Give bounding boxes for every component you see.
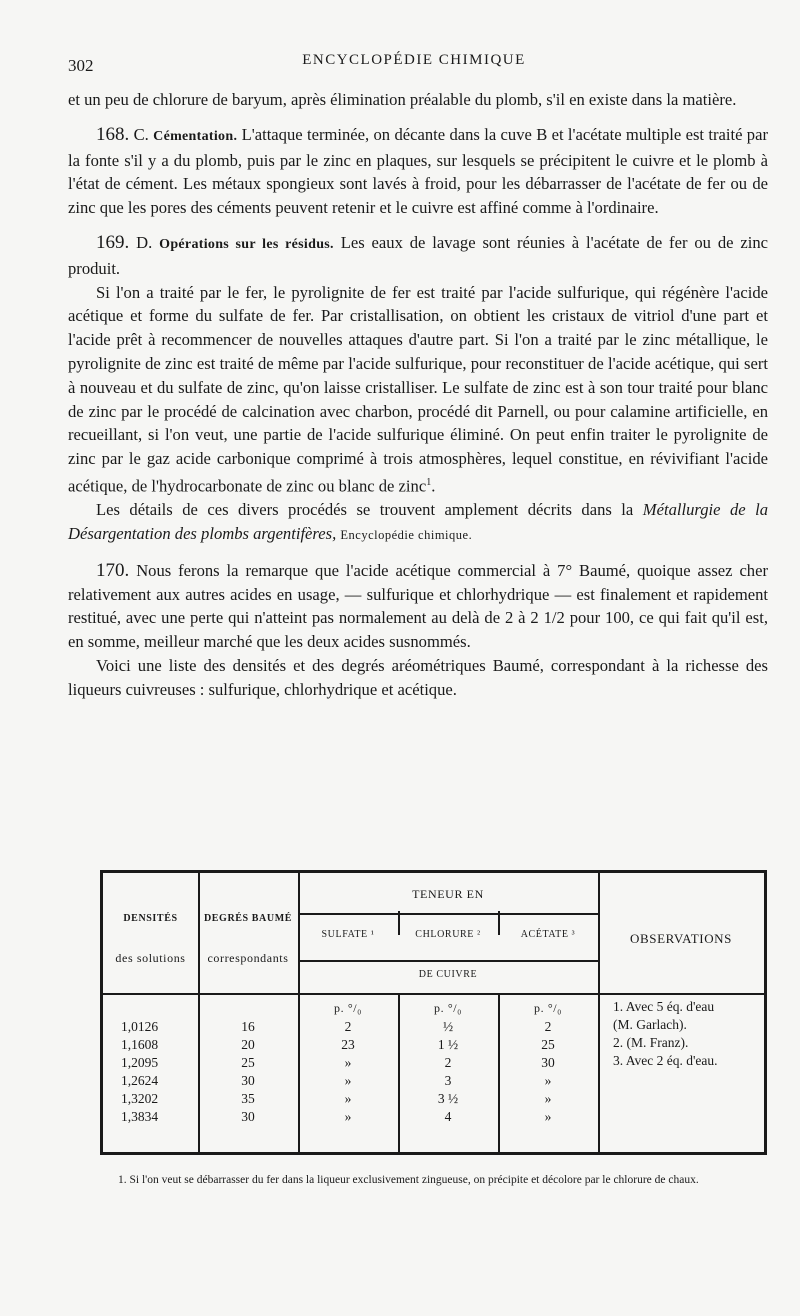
section-170 <box>68 559 768 654</box>
table-cell: ½ <box>442 1019 454 1034</box>
header-teneur: TENEUR EN <box>412 887 484 901</box>
header-rule <box>103 993 764 995</box>
table-cell: » <box>344 1073 352 1088</box>
table-cell: 16 <box>241 1019 255 1034</box>
page-header <box>68 52 760 80</box>
table-cell: 3 <box>444 1073 452 1088</box>
paragraph-text: Si l'on a traité par le fer, le pyrolignite de fer est traité par l'acide sulfurique, qui régénère l'acide acétique et forme du sulfate de fer. Par cristallisation, on obtient les cristaux de vitriol d'une part et l'acide prêt à recommencer de nouvelles attaques d'autre part. Si l'on a traité par le zinc métallique, le pyrolignite de zinc est traité de même par l'acide sulfurique, pour reconstituer de l'acide acétique, qui sert à nouveau et du sulfate de zinc, qu'on laisse cristalliser. Le sulfate de zinc est à son tour traité pour blanc de zinc par le procédé de calcination avec charbon, procédé dit Parnell, ou pour calamine artificielle, en recueillant, si l'on veut, une partie de l'acide sulfurique éliminé. On peut enfin traiter le pyrolignite de zinc par le gaz acide carbonique comprimé à trois atmosphères, lequel constitue, en révivifiant l'acide acétique, de l'hydrocarbonate de zinc ou blanc de zinc <box>68 282 768 496</box>
header-degres: DEGRÉS BAUMÉ <box>203 913 293 924</box>
section-number: 169. <box>96 231 130 253</box>
table-cell: 2 <box>544 1019 552 1034</box>
column-observations <box>613 998 763 1070</box>
section-168 <box>68 123 768 220</box>
column-rule <box>498 911 500 935</box>
table-cell: 25 <box>241 1055 255 1070</box>
table-cell: 30 <box>541 1055 555 1070</box>
table-cell: » <box>344 1109 352 1124</box>
section-title: Cémentation. <box>153 128 238 144</box>
footnote-text: 1. Si l'on veut se débarrasser du fer dans la liqueur exclusivement zingueuse, on précipite et décolore par le chlorure de chaux. <box>118 1174 699 1186</box>
section-letter: C. <box>133 124 149 144</box>
row-rule <box>298 913 598 915</box>
section-number: 168. <box>96 123 130 145</box>
observation-note: (M. Garlach). <box>613 1017 687 1032</box>
running-title: ENCYCLOPÉDIE CHIMIQUE <box>302 52 526 68</box>
header-observations: OBSERVATIONS <box>630 931 732 946</box>
table-cell: 1,3202 <box>121 1091 159 1106</box>
table-cell: 30 <box>241 1109 255 1124</box>
table-cell: 1,1608 <box>121 1037 159 1052</box>
observation-note: 3. Avec 2 éq. d'eau. <box>613 1053 718 1068</box>
publication-name: Encyclopédie chimique. <box>340 528 473 543</box>
row-rule <box>298 960 598 962</box>
header-densites-sub: des solutions <box>115 951 186 965</box>
header-densites: DENSITÉS <box>123 913 178 924</box>
section-title: Opérations sur les résidus. <box>159 236 334 252</box>
paragraph: Si l'on a traité par le fer, le pyrolignite de fer est traité par l'acide sulfurique, qui régénère l'acide acétique et forme du sulfate de fer. Par cristallisation, on obtient les cristaux de vitriol d'une part et l'acide prêt à recommencer de nouvelles attaques d'autre part. Si l'on a traité par le zinc métallique, le pyrolignite de zinc est traité de même par l'acide sulfurique, pour reconstituer de l'acide acétique, qui sert à nouveau et du sulfate de zinc, qu'on laisse cristalliser. Le sulfate de zinc est à son tour traité pour blanc de zinc par le procédé de calcination avec charbon, procédé dit Parnell, ou pour calamine artificielle, en recueillant, si l'on veut, une partie de l'acide sulfurique éliminé. On peut enfin traiter le pyrolignite de zinc par le gaz acide carbonique comprimé à trois atmosphères, lequel constitue, en révivifiant l'acide acétique, de l'hydrocarbonate de zinc ou blanc de zinc$^1$. <box>68 282 768 496</box>
table-cell: » <box>544 1109 552 1124</box>
section-text: Les eaux de lavage sont réunies à l'acétate de fer ou de zinc produit. <box>68 232 768 278</box>
body-text <box>68 88 768 702</box>
table-cell: » <box>544 1073 552 1088</box>
table-cell: 1,3834 <box>121 1109 159 1124</box>
header-chlorure: CHLORURE ² <box>415 929 481 940</box>
unit-label: p. °/₀ <box>434 1001 462 1015</box>
header-degres-sub: correspondants <box>207 951 289 965</box>
density-table <box>100 870 767 1155</box>
unit-label: p. °/₀ <box>534 1001 562 1015</box>
work-title: Métallurgie de la Désargentation des plombs argentifères, <box>68 500 769 544</box>
unit-label: p. °/₀ <box>334 1001 362 1015</box>
column-degres <box>198 1018 298 1126</box>
column-densites <box>121 1018 158 1126</box>
column-rule <box>398 911 400 935</box>
table-cell: 1,0126 <box>121 1019 159 1034</box>
section-letter: D. <box>136 232 153 252</box>
footnote-ref: 1 <box>426 476 432 488</box>
paragraph: et un peu de chlorure de baryum, après élimination préalable du plomb, s'il en existe dans la matière. <box>68 90 737 109</box>
footnote <box>100 1172 768 1188</box>
column-rule <box>598 873 600 1152</box>
observation-note: 1. Avec 5 éq. d'eau <box>613 999 715 1014</box>
paragraph <box>68 498 768 548</box>
table-cell: » <box>344 1055 352 1070</box>
paragraph: Voici une liste des densités et des degrés aréométriques Baumé, correspondant à la richesse des liqueurs cuivreuses : sulfurique, chlorhydrique et acétique. <box>68 656 768 699</box>
header-de-cuivre: DE CUIVRE <box>418 969 478 980</box>
table-cell: » <box>344 1091 352 1106</box>
column-chlorure <box>398 1018 498 1126</box>
section-text: L'attaque terminée, on décante dans la cuve B et l'acétate multiple est traité par la fonte s'il y a du plomb, puis par le zinc en plaques, sur lesquels se précipitent le cuivre et le plomb à l'état de cément. Les métaux spongieux sont lavés à froid, pour les débarrasser de l'acétate de fer ou de zinc que les pores des céments peuvent retenir et le cuivre est affiné comme à l'ordinaire. <box>68 124 768 218</box>
table-cell: 1,2095 <box>121 1055 159 1070</box>
table-cell: 3 ½ <box>437 1091 459 1106</box>
table-cell: » <box>544 1091 552 1106</box>
table-cell: 2 <box>444 1055 452 1070</box>
header-sulfate: SULFATE ¹ <box>321 929 375 940</box>
paragraph-text: Les détails de ces divers procédés se trouvent amplement décrits dans la <box>96 500 634 520</box>
table-cell: 2 <box>344 1019 352 1034</box>
table-cell: 35 <box>241 1091 255 1106</box>
section-number: 170. <box>96 559 130 581</box>
header-acetate: ACÉTATE ³ <box>520 929 576 940</box>
column-sulfate <box>298 1018 398 1126</box>
table-cell: 4 <box>444 1109 452 1124</box>
section-text: Nous ferons la remarque que l'acide acétique commercial à 7° Baumé, quoique assez cher relativement aux autres acides en usage, — sulfurique et chlorhydrique — est finalement et rapidement restitué, avec une perte qui n'atteint pas normalement au delà de 2 à 2 1/2 pour 100, ce qui fait qu'il est, en somme, meilleur marché que les deux acides susnommés. <box>68 560 768 652</box>
section-169 <box>68 231 768 281</box>
table-cell: 23 <box>341 1037 355 1052</box>
table-cell: 1,2624 <box>121 1073 159 1088</box>
observation-note: 2. (M. Franz). <box>613 1035 689 1050</box>
column-acetate <box>498 1018 598 1126</box>
page-number: 302 <box>68 56 94 75</box>
table-cell: 1 ½ <box>437 1037 459 1052</box>
table-cell: 30 <box>241 1073 255 1088</box>
table-cell: 20 <box>241 1037 255 1052</box>
table-cell: 25 <box>541 1037 555 1052</box>
